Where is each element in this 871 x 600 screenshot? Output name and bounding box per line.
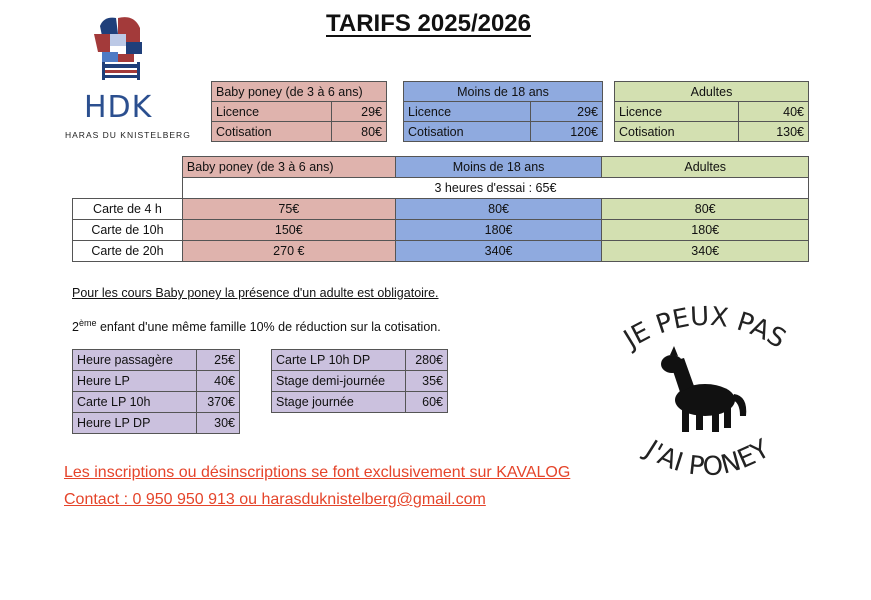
table-cell: Heure LP — [73, 371, 197, 392]
table-cell: Carte LP 10h — [73, 392, 197, 413]
table-cell: 35€ — [406, 371, 448, 392]
hdk-logo — [62, 12, 191, 147]
column-header-adultes: Adultes — [602, 157, 809, 178]
lp-prices-table — [72, 349, 240, 434]
table-cell: 180€ — [395, 220, 602, 241]
trial-row: 3 heures d'essai : 65€ — [182, 178, 808, 199]
table-cell: 60€ — [406, 392, 448, 413]
column-header-moins18: Moins de 18 ans — [395, 157, 602, 178]
table-cell: Licence — [615, 102, 739, 122]
poney-top-text: JE PEUX PAS — [618, 301, 791, 355]
table-cell: 75€ — [182, 199, 395, 220]
table-row — [272, 371, 448, 392]
table-cell: 130€ — [738, 122, 808, 142]
table-cell: 25€ — [196, 350, 239, 371]
baby-licence-table — [211, 81, 387, 142]
table-cell: Cotisation — [615, 122, 739, 142]
table-cell: 29€ — [530, 102, 602, 122]
table-row — [73, 220, 809, 241]
table-cell: 370€ — [196, 392, 239, 413]
table-header: Moins de 18 ans — [404, 82, 603, 102]
table-cell: 340€ — [602, 241, 809, 262]
table-cell: Cotisation — [212, 122, 332, 142]
stage-prices-table — [271, 349, 448, 413]
table-cell: 30€ — [196, 413, 239, 434]
page-title: TARIFS 2025/2026 — [326, 10, 531, 37]
moins18-licence-table — [403, 81, 603, 142]
table-cell: Heure passagère — [73, 350, 197, 371]
table-cell: 29€ — [331, 102, 386, 122]
row-label: Carte de 10h — [73, 220, 183, 241]
table-row — [73, 392, 240, 413]
table-cell: Licence — [404, 102, 531, 122]
poney-bottom-text: J'AI PONEY — [639, 434, 775, 483]
table-cell: Cotisation — [404, 122, 531, 142]
table-header: Baby poney (de 3 à 6 ans) — [212, 82, 387, 102]
registration-note: Les inscriptions ou désinscriptions se font exclusivement sur KAVALOG — [64, 464, 571, 481]
sibling-suffix: ème — [78, 318, 97, 328]
table-cell: 80€ — [331, 122, 386, 142]
table-cell: 40€ — [738, 102, 808, 122]
table-cell: Carte LP 10h DP — [272, 350, 406, 371]
sibling-number: 2 — [72, 320, 79, 335]
baby-note: Pour les cours Baby poney la présence d'un adulte est obligatoire. — [72, 286, 439, 300]
sibling-note — [72, 318, 441, 334]
table-cell: 340€ — [395, 241, 602, 262]
table-row — [73, 199, 809, 220]
table-row — [73, 371, 240, 392]
table-row — [73, 350, 240, 371]
table-cell: 280€ — [406, 350, 448, 371]
empty-cell — [73, 178, 183, 199]
row-label: Carte de 20h — [73, 241, 183, 262]
table-cell: 80€ — [602, 199, 809, 220]
table-cell: Stage journée — [272, 392, 406, 413]
table-row — [272, 392, 448, 413]
cards-table — [72, 156, 809, 262]
table-cell: Licence — [212, 102, 332, 122]
table-cell: Heure LP DP — [73, 413, 197, 434]
horse-logo-icon — [82, 12, 152, 92]
table-row — [73, 413, 240, 434]
logo-subtitle: HARAS DU KNISTELBERG — [65, 130, 191, 140]
table-cell: 120€ — [530, 122, 602, 142]
table-cell: Stage demi-journée — [272, 371, 406, 392]
sibling-text: enfant d'une même famille 10% de réduction sur la cotisation. — [96, 320, 441, 335]
empty-cell — [73, 157, 183, 178]
logo-name: HDK — [84, 90, 153, 125]
poney-illustration — [600, 300, 810, 500]
pony-icon — [661, 346, 746, 432]
row-label: Carte de 4 h — [73, 199, 183, 220]
table-row — [73, 241, 809, 262]
column-header-baby: Baby poney (de 3 à 6 ans) — [182, 157, 395, 178]
table-cell: 270 € — [182, 241, 395, 262]
table-cell: 180€ — [602, 220, 809, 241]
table-row — [272, 350, 448, 371]
table-header: Adultes — [615, 82, 809, 102]
table-cell: 40€ — [196, 371, 239, 392]
table-cell: 80€ — [395, 199, 602, 220]
table-cell: 150€ — [182, 220, 395, 241]
adultes-licence-table — [614, 81, 809, 142]
contact-line[interactable]: Contact : 0 950 950 913 ou harasduknistelberg@gmail.com — [64, 491, 486, 508]
